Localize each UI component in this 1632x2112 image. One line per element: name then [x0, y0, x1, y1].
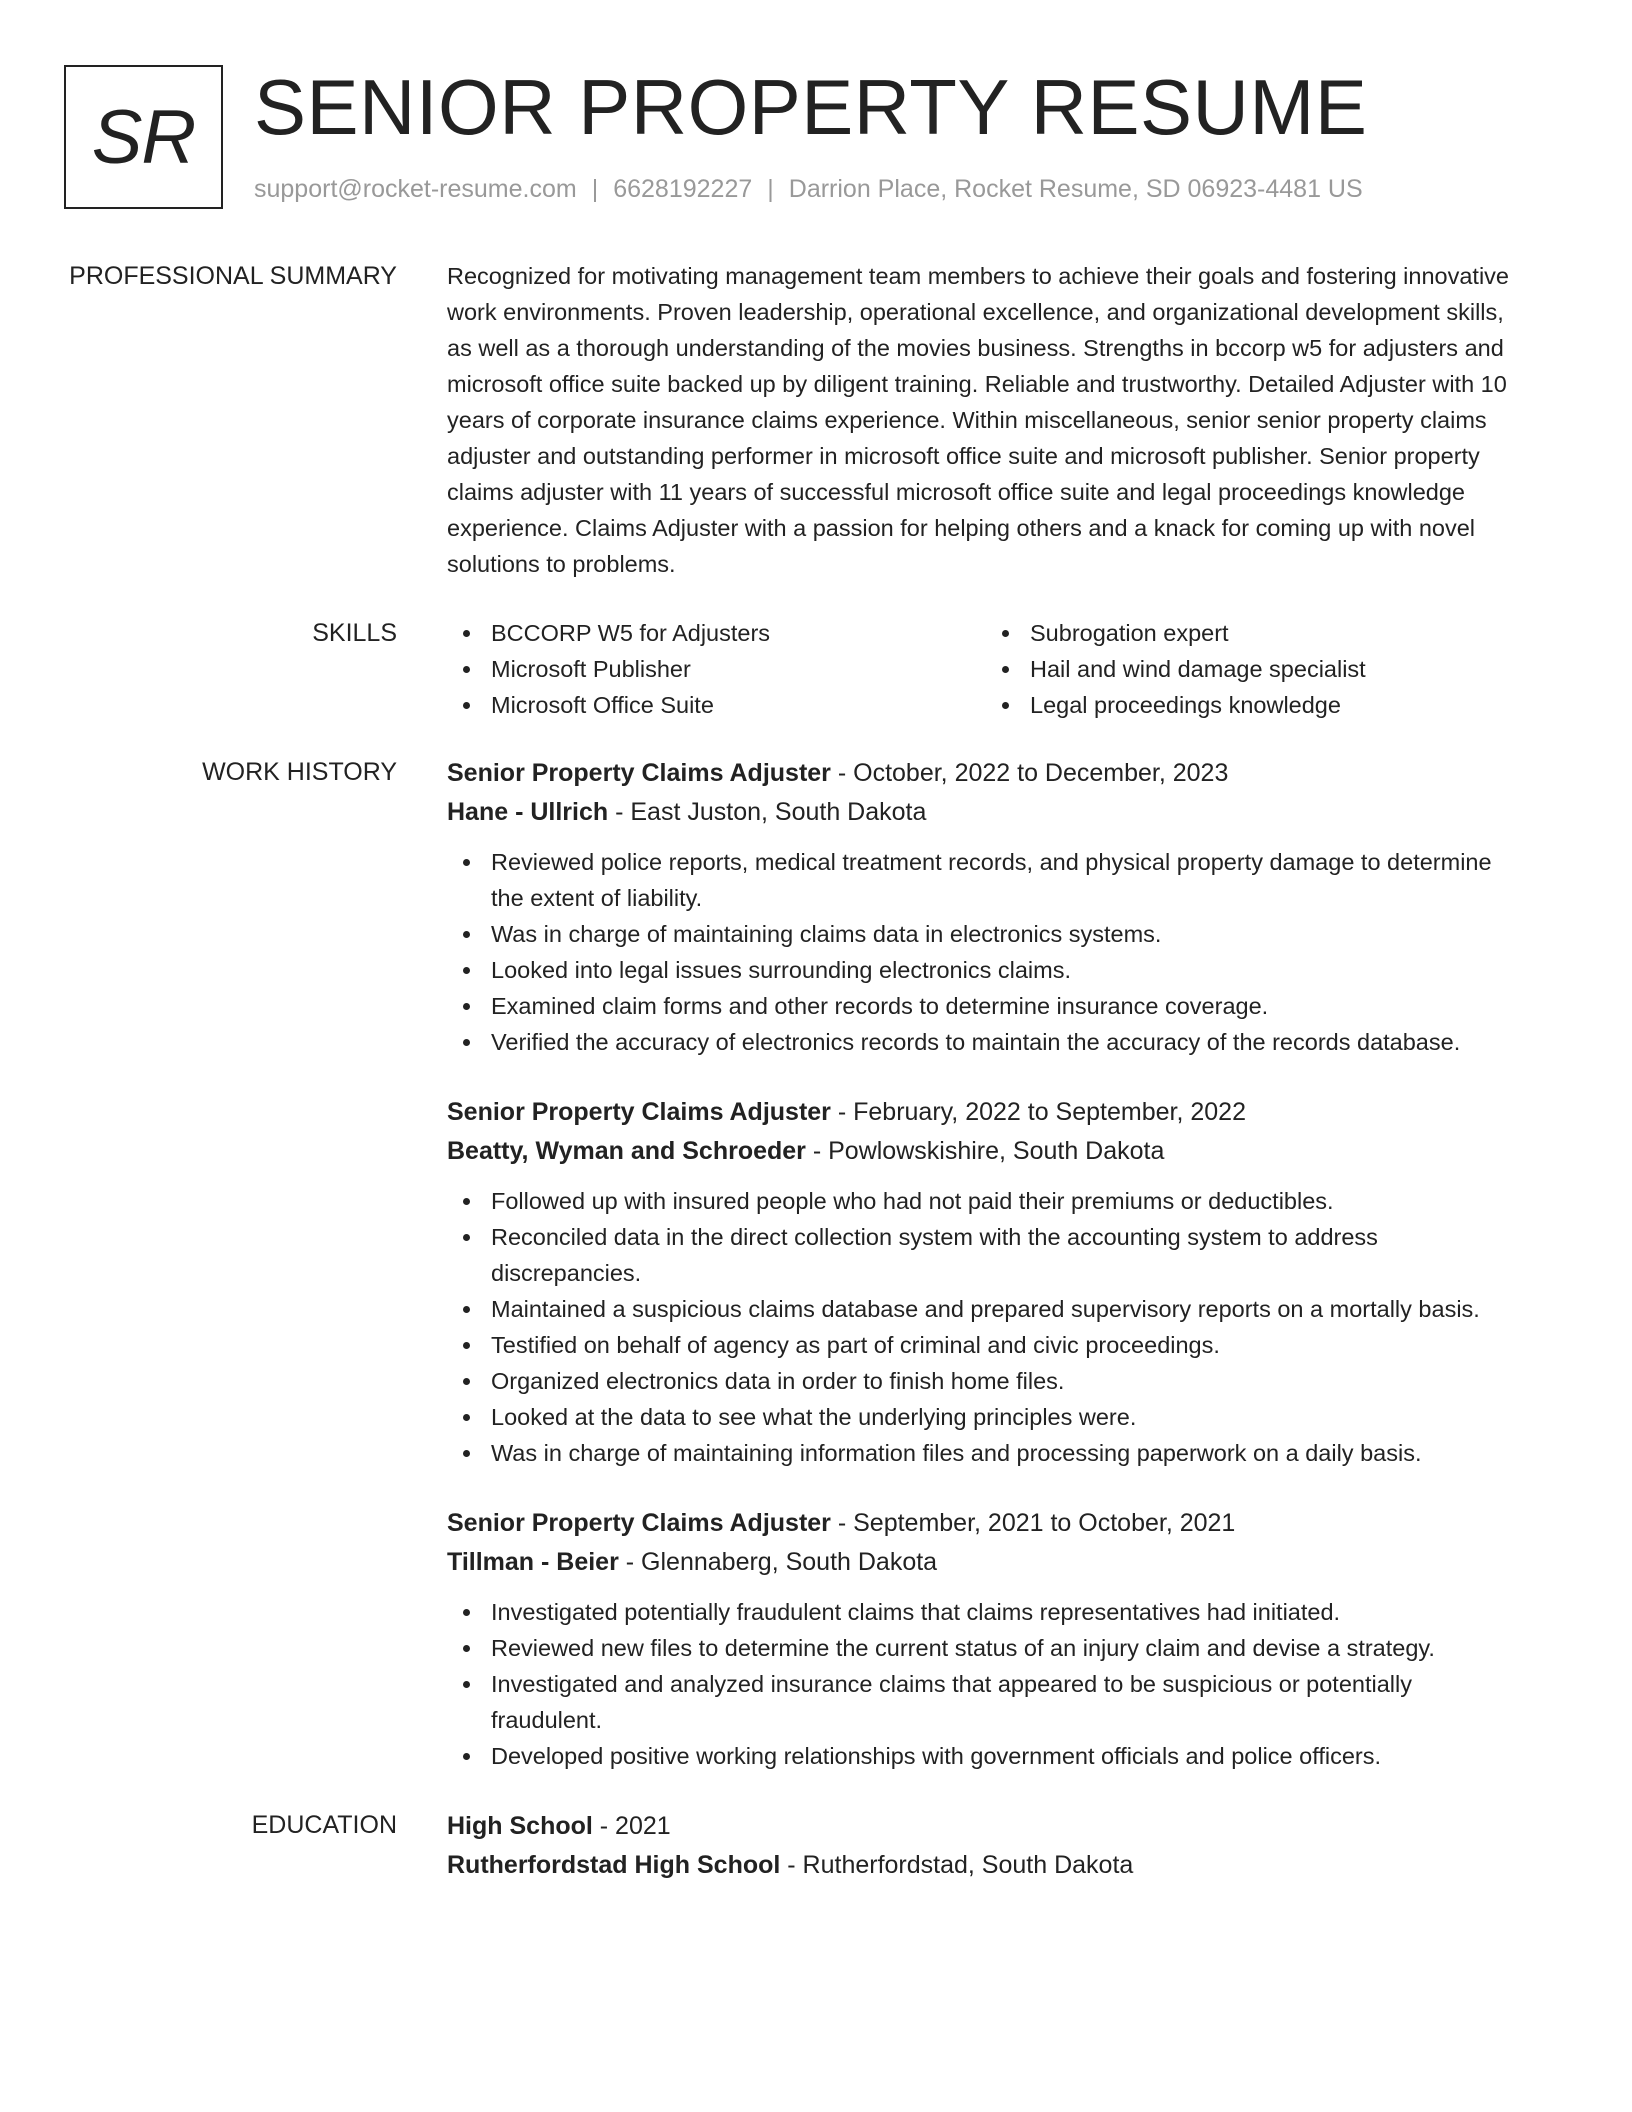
- section-skills: [0, 615, 1632, 723]
- job-dates: - October, 2022 to December, 2023: [830, 759, 1229, 787]
- job-company-line: [447, 793, 1525, 832]
- job-title-line: [447, 1093, 1525, 1132]
- contact-phone: 6628192227: [613, 175, 753, 203]
- contact-address: Darrion Place, Rocket Resume, SD 06923-4481 US: [788, 175, 1363, 203]
- skills-column-left: [447, 615, 986, 723]
- summary-text: Recognized for motivating management team members to achieve their goals and fostering innovative work environments. Proven leadership, operational excellence, and organizational development skills, as well as a thorough understanding of the movies business. Strengths in bccorp w5 for adjusters and microsoft office suite backed up by diligent training. Reliable and trustworthy. Detailed Adjuster with 10 years of corporate insurance claims experience. Within miscellaneous, senior senior property claims adjuster and outstanding performer in microsoft office suite and microsoft publisher. Senior property claims adjuster with 11 years of successful microsoft office suite and legal proceedings knowledge experience. Claims Adjuster with a passion for helping others and a knack for coming up with novel solutions to problems.: [447, 263, 1509, 577]
- job-bullet: Reconciled data in the direct collection system with the accounting system to address discrepancies.: [447, 1219, 1525, 1291]
- job-location: - Powlowskishire, South Dakota: [805, 1137, 1165, 1165]
- job-bullets: [447, 1594, 1525, 1774]
- section-label: PROFESSIONAL SUMMARY: [69, 262, 397, 290]
- job-title: Senior Property Claims Adjuster: [447, 1509, 831, 1537]
- section-label: EDUCATION: [251, 1811, 397, 1839]
- skill-item: Hail and wind damage specialist: [986, 651, 1525, 687]
- monogram-badge: SR: [64, 65, 223, 209]
- job-bullet: Looked into legal issues surrounding electronics claims.: [447, 952, 1525, 988]
- job-title-line: [447, 754, 1525, 793]
- education-degree-line: [447, 1807, 1525, 1846]
- job-bullet: Investigated potentially fraudulent claims that claims representatives had initiated.: [447, 1594, 1525, 1630]
- job-company: Beatty, Wyman and Schroeder: [447, 1137, 806, 1165]
- job-bullet: Maintained a suspicious claims database and prepared supervisory reports on a mortally basis.: [447, 1291, 1525, 1327]
- resume-header: [64, 65, 1568, 210]
- job-company: Tillman - Beier: [447, 1548, 619, 1576]
- contact-line: [254, 175, 1363, 204]
- job-entry: [447, 754, 1525, 1060]
- education-school-line: [447, 1846, 1525, 1885]
- job-bullet: Examined claim forms and other records to determine insurance coverage.: [447, 988, 1525, 1024]
- job-bullet: Organized electronics data in order to finish home files.: [447, 1363, 1525, 1399]
- job-title: Senior Property Claims Adjuster: [447, 1098, 831, 1126]
- skill-item: Microsoft Publisher: [447, 651, 986, 687]
- job-bullet: Reviewed police reports, medical treatment records, and physical property damage to determine the extent of liability.: [447, 844, 1525, 916]
- education-year: - 2021: [592, 1812, 671, 1840]
- section-education: [0, 1807, 1632, 1885]
- section-body: [415, 258, 1525, 582]
- job-title: Senior Property Claims Adjuster: [447, 759, 831, 787]
- section-body: [415, 1807, 1525, 1885]
- resume-title: SENIOR PROPERTY RESUME: [254, 63, 1368, 151]
- job-location: - Glennaberg, South Dakota: [618, 1548, 938, 1576]
- education-location: - Rutherfordstad, South Dakota: [780, 1851, 1134, 1879]
- job-bullet: Investigated and analyzed insurance claims that appeared to be suspicious or potentially fraudulent.: [447, 1666, 1525, 1738]
- job-dates: - September, 2021 to October, 2021: [830, 1509, 1236, 1537]
- skills-column-right: [986, 615, 1525, 723]
- job-bullet: Looked at the data to see what the underlying principles were.: [447, 1399, 1525, 1435]
- job-bullet: Reviewed new files to determine the current status of an injury claim and devise a strategy.: [447, 1630, 1525, 1666]
- skill-item: Legal proceedings knowledge: [986, 687, 1525, 723]
- section-label: SKILLS: [312, 619, 397, 647]
- job-entry: [447, 1093, 1525, 1471]
- job-company-line: [447, 1543, 1525, 1582]
- resume-content: [0, 258, 1632, 1885]
- skills-grid: [447, 615, 1525, 723]
- job-bullet: Developed positive working relationships with government officials and police officers.: [447, 1738, 1525, 1774]
- job-company-line: [447, 1132, 1525, 1171]
- job-bullet: Followed up with insured people who had not paid their premiums or deductibles.: [447, 1183, 1525, 1219]
- job-bullet: Testified on behalf of agency as part of criminal and civic proceedings.: [447, 1327, 1525, 1363]
- job-bullets: [447, 1183, 1525, 1471]
- skill-item: Microsoft Office Suite: [447, 687, 986, 723]
- education-school: Rutherfordstad High School: [447, 1851, 781, 1879]
- skill-item: Subrogation expert: [986, 615, 1525, 651]
- job-bullet: Verified the accuracy of electronics records to maintain the accuracy of the records database.: [447, 1024, 1525, 1060]
- section-work-history: [0, 754, 1632, 1807]
- job-dates: - February, 2022 to September, 2022: [830, 1098, 1246, 1126]
- section-professional-summary: [0, 258, 1632, 582]
- job-bullets: [447, 844, 1525, 1060]
- job-title-line: [447, 1504, 1525, 1543]
- job-bullet: Was in charge of maintaining information files and processing paperwork on a daily basis.: [447, 1435, 1525, 1471]
- section-body: [415, 754, 1525, 1807]
- section-body: [415, 615, 1525, 723]
- job-bullet: Was in charge of maintaining claims data in electronics systems.: [447, 916, 1525, 952]
- contact-separator: |: [591, 175, 599, 203]
- skill-item: BCCORP W5 for Adjusters: [447, 615, 986, 651]
- section-label: WORK HISTORY: [202, 758, 397, 786]
- job-entry: [447, 1504, 1525, 1774]
- job-company: Hane - Ullrich: [447, 798, 609, 826]
- education-degree: High School: [447, 1812, 593, 1840]
- contact-email: support@rocket-resume.com: [254, 175, 577, 203]
- job-location: - East Juston, South Dakota: [608, 798, 927, 826]
- contact-separator: |: [767, 175, 774, 203]
